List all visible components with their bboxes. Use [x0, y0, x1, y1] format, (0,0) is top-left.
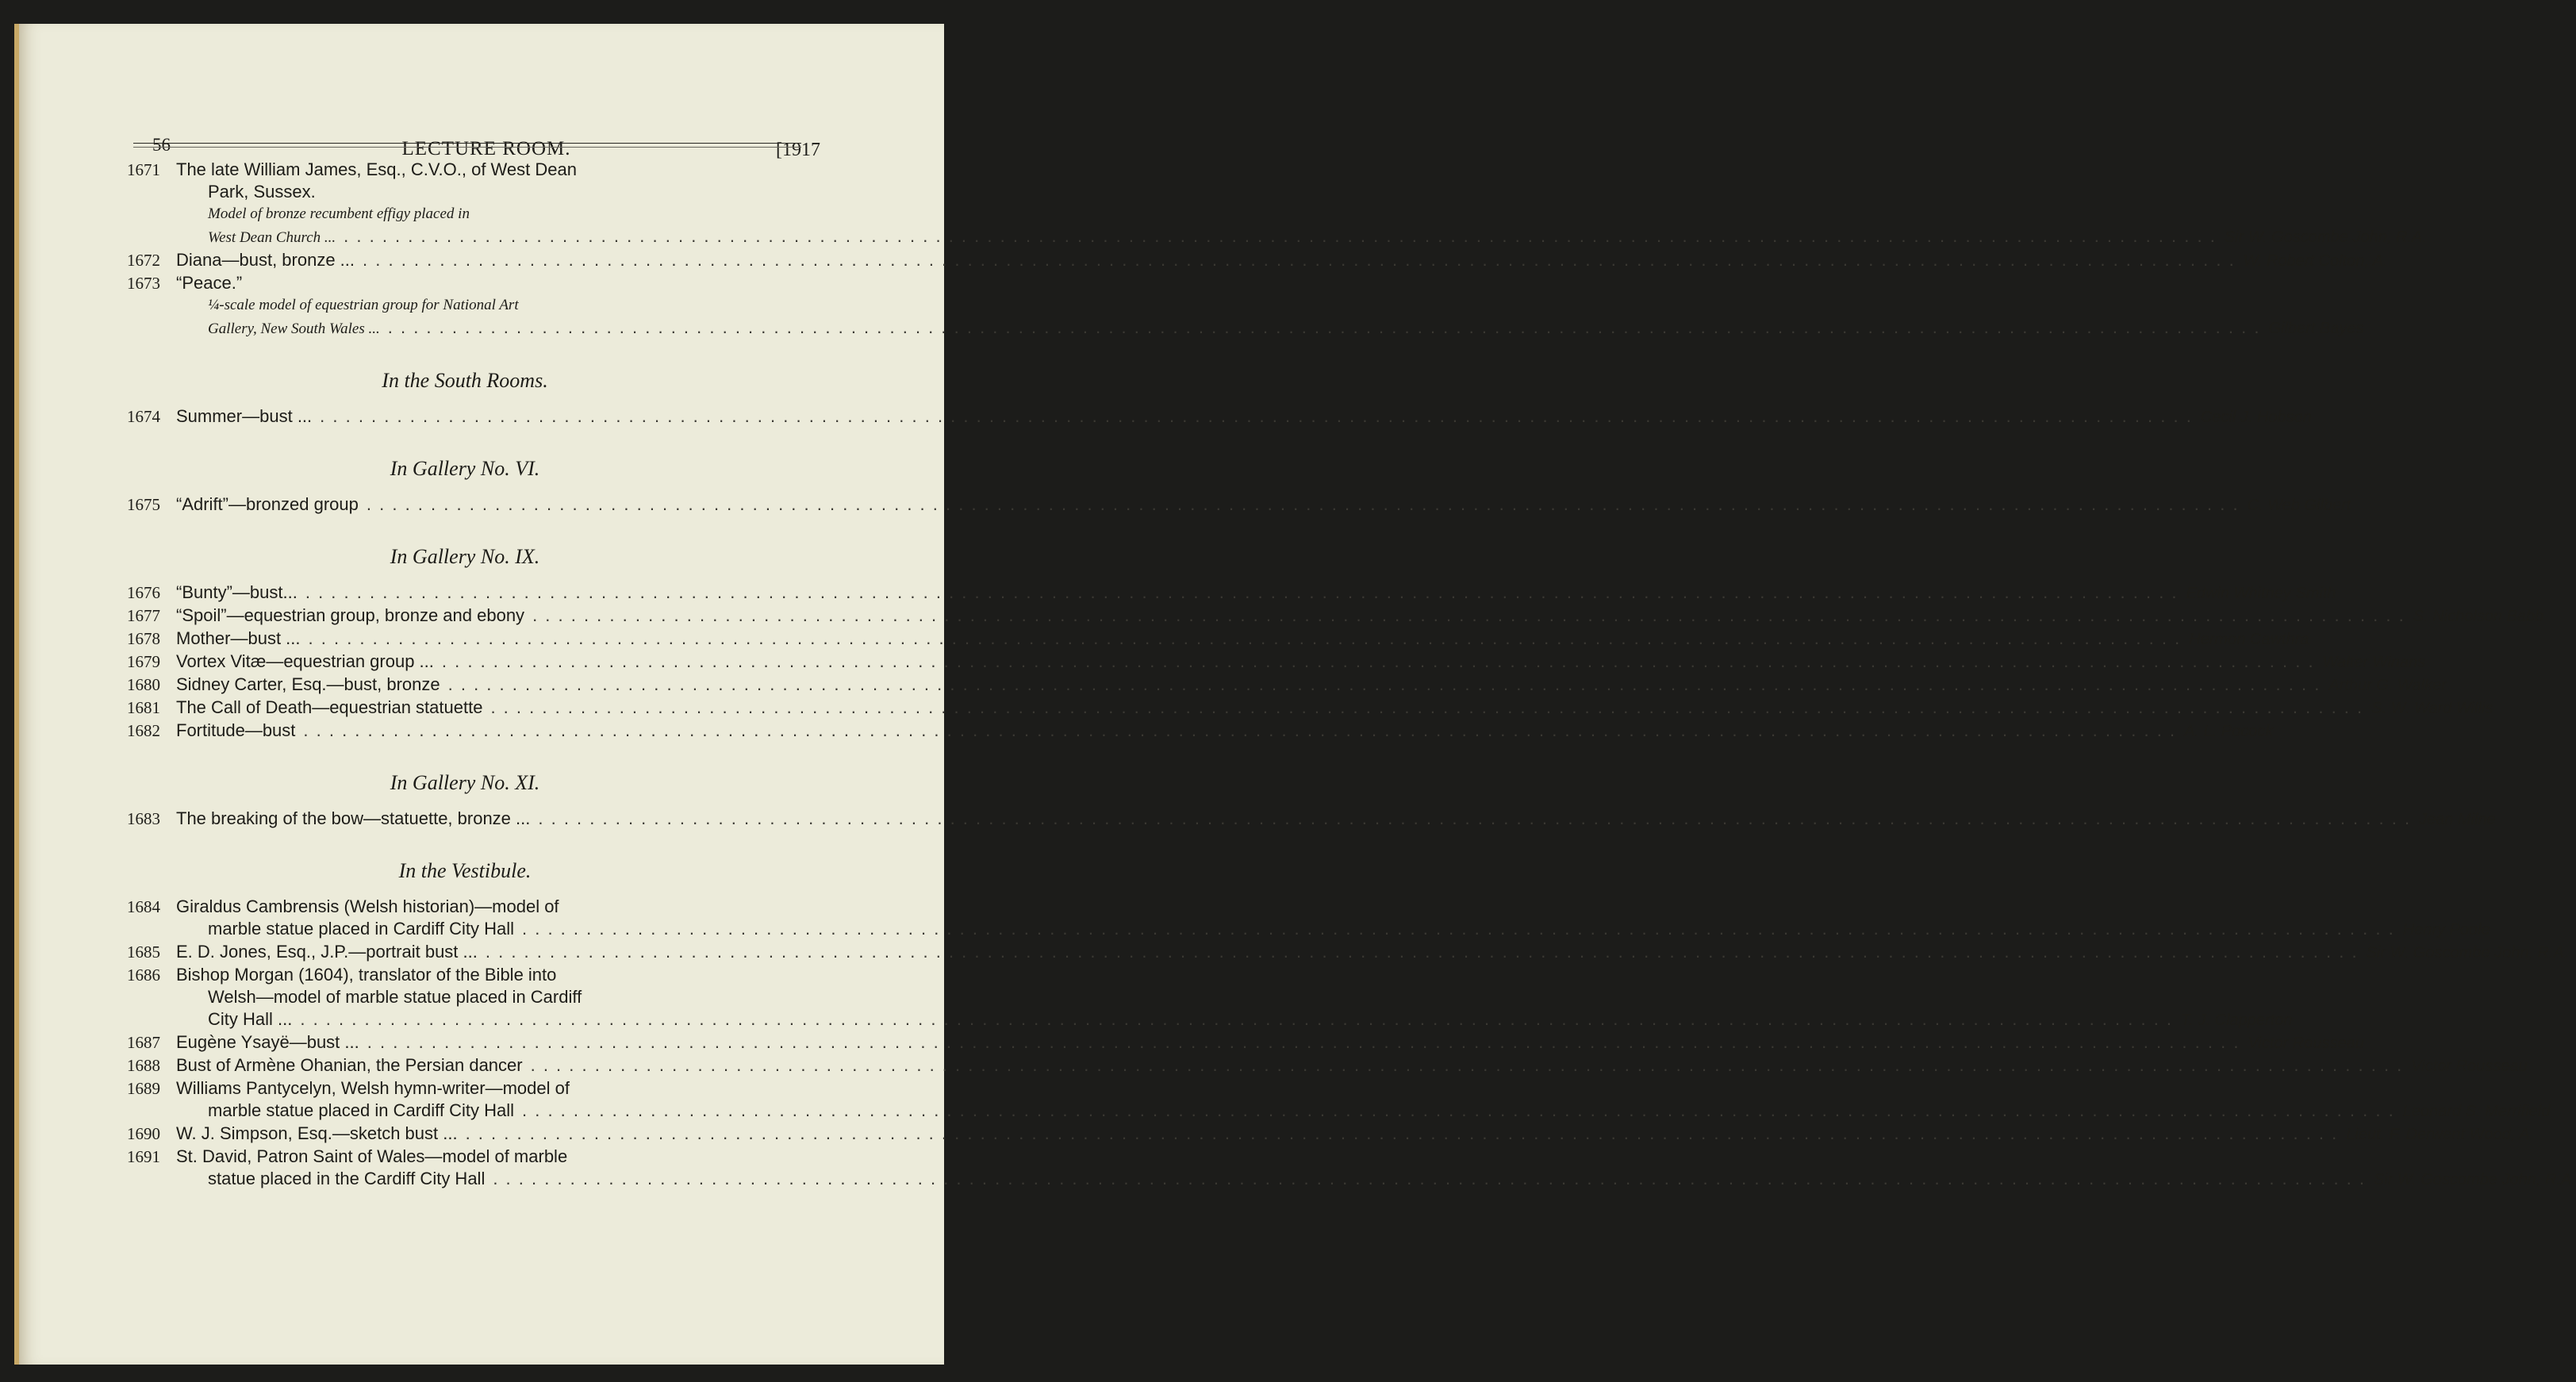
dot-leader: [448, 674, 2321, 696]
entry-line: [176, 896, 2490, 918]
entry-number: 1675: [127, 495, 160, 514]
entry-title: “Peace.”: [176, 273, 243, 293]
entry-number: 1691: [127, 1147, 160, 1166]
artist-name: Walter Winans: [2322, 654, 2426, 671]
catalogue-entry: [127, 674, 2447, 697]
catalogue-entry: [127, 1146, 2576, 1191]
entry-body: [176, 808, 2496, 831]
entry-title: E. D. Jones, Esq., J.P.—portrait bust ...: [176, 942, 478, 962]
entry-number: 1673: [127, 274, 160, 293]
entry-body: [176, 720, 2273, 743]
section-heading: In Gallery No. IX.: [390, 545, 540, 568]
entry-title: marble statue placed in Cardiff City Hall: [208, 919, 514, 939]
catalogue-entry: [127, 808, 2496, 831]
entry-line: [176, 249, 2388, 272]
dot-leader: [442, 651, 2315, 673]
entry-title: City Hall ...: [208, 1009, 293, 1029]
entry-title: Bust of Armène Ohanian, the Persian dancer: [176, 1055, 523, 1075]
entry-title: St. David, Patron Saint of Wales—model of marble: [176, 1146, 568, 1166]
catalogue-entry: [127, 628, 2309, 651]
catalogue-entry: [127, 605, 2544, 628]
dot-leader: [522, 1100, 2395, 1122]
entry-body: [176, 1146, 2576, 1191]
dot-leader: [367, 493, 2240, 516]
entry-number: 1680: [127, 675, 160, 694]
entry-number: 1678: [127, 629, 160, 648]
dot-leader: [493, 1168, 2366, 1190]
dot-leader: [388, 317, 2261, 339]
entry-title: Welsh—model of marble statue placed in Cardiff: [208, 987, 582, 1007]
entry-line: [176, 272, 2364, 294]
entry-line: [176, 405, 2312, 428]
dot-leader: [305, 582, 2179, 604]
catalogue-entry: [127, 896, 2490, 941]
entry-number: 1679: [127, 652, 160, 671]
entry-title: marble statue placed in Cardiff City Hall: [208, 1100, 514, 1120]
artist-name: A. L. Pocock: [2184, 723, 2274, 740]
entry-line: [176, 1077, 2550, 1100]
catalogue-entry: [127, 405, 2312, 428]
dot-leader: [532, 605, 2405, 627]
section-heading: In the South Rooms.: [382, 369, 548, 392]
catalogue-entry: [127, 582, 2336, 605]
entry-line: [176, 582, 2336, 605]
entry-body: [176, 697, 2493, 720]
dot-leader: [344, 225, 2217, 248]
artist-name: Hermon Cawthra: [2189, 631, 2309, 648]
entry-number: 1689: [127, 1079, 160, 1098]
dot-leader: [363, 249, 2236, 271]
entry-description: ¼-scale model of equestrian group for National Art: [208, 297, 519, 313]
entry-body: [176, 1054, 2528, 1077]
entry-title: Eugène Ysayë—bust ...: [176, 1032, 359, 1052]
entry-line: [176, 605, 2543, 628]
dot-leader: [303, 720, 2176, 742]
entry-body: [176, 405, 2312, 428]
entry-title: Park, Sussex.: [208, 182, 316, 202]
entry-line: [176, 697, 2493, 720]
entry-line: [176, 317, 2364, 340]
section-heading: In the Vestibule.: [398, 859, 532, 882]
entry-line: [176, 1123, 2534, 1146]
entry-line: [176, 1100, 2550, 1123]
artist-name: C. Web Gilbert: [2247, 497, 2351, 514]
entry-line: [176, 225, 2427, 249]
entry-body: [176, 896, 2490, 941]
catalogue-entry: [127, 159, 2427, 249]
entry-line: [176, 1054, 2528, 1077]
entry-body: [176, 493, 2351, 516]
entry-title: Bishop Morgan (1604), translator of the Bible into: [176, 965, 557, 985]
catalogue-entry: [127, 493, 2351, 516]
entry-title: “Bunty”—bust...: [176, 582, 298, 602]
catalogue-entry: [127, 697, 2493, 720]
entry-number: 1681: [127, 698, 160, 717]
entry-body: [176, 272, 2364, 340]
artist-name: S. Nicholson Babb: [2413, 608, 2544, 625]
entry-body: [176, 582, 2336, 605]
entry-body: [176, 651, 2425, 674]
artist-name: T. J. Clapperton: [2181, 1012, 2293, 1029]
section-heading: In Gallery No. VI.: [390, 457, 540, 480]
dot-leader: [466, 1123, 2339, 1145]
dot-leader: [486, 941, 2359, 963]
entry-line: [176, 203, 2427, 225]
entry-number: 1684: [127, 897, 160, 916]
entry-body: [176, 674, 2447, 697]
entry-title: Vortex Vitæ—equestrian group ...: [176, 651, 434, 671]
entry-title: statue placed in the Cardiff City Hall: [208, 1169, 486, 1188]
artist-name: Gilbert Bayes: [2268, 320, 2364, 337]
entry-title: Summer—bust ...: [176, 406, 313, 426]
artist-name: Lieut. F. Derwent Wood, A.: [2346, 1126, 2535, 1143]
entry-number: 1676: [127, 583, 160, 602]
entry-number: 1687: [127, 1033, 160, 1052]
entry-title: Diana—bust, bronze ...: [176, 250, 355, 270]
header-year: [1917: [776, 140, 820, 160]
artist-name: Leonard S. Merrifield: [2402, 1103, 2551, 1120]
entry-body: [176, 605, 2543, 628]
entry-line: [176, 294, 2364, 317]
entry-number: 1674: [127, 407, 160, 426]
entry-line: [176, 941, 2568, 964]
entry-line: [176, 720, 2273, 743]
artist-name: Arthur G. Walker: [2328, 677, 2447, 694]
entry-body: [176, 1077, 2550, 1123]
dot-leader: [538, 808, 2411, 830]
entry-number: 1686: [127, 965, 160, 985]
entry-line: [176, 628, 2309, 651]
entry-body: [176, 159, 2427, 249]
entry-line: [176, 1146, 2576, 1168]
entry-number: 1683: [127, 809, 160, 828]
header-rule: [133, 143, 801, 144]
catalogue-entry: [127, 272, 2364, 340]
entry-title: “Spoil”—equestrian group, bronze and ebony: [176, 605, 525, 625]
entry-title: Fortitude—bust: [176, 720, 296, 740]
entry-line: [176, 181, 2427, 203]
catalogue-entry: [127, 941, 2569, 964]
dot-leader: [309, 628, 2182, 650]
page-title: LECTURE ROOM.: [401, 138, 571, 159]
entry-title: The Call of Death—equestrian statuette: [176, 697, 483, 717]
entry-number: 1690: [127, 1124, 160, 1143]
artist-name: Sir W. Goscombe John, R.A.: [2224, 228, 2427, 246]
artist-name: Henry Poole: [2402, 921, 2490, 939]
entry-body: [176, 941, 2568, 964]
entry-description: Gallery, New South Wales ...: [208, 321, 380, 337]
artist-name: Cecil J. Hobson: [2200, 409, 2312, 426]
entry-line: [176, 674, 2447, 697]
entry-description: West Dean Church ...: [208, 229, 336, 246]
entry-number: 1672: [127, 251, 160, 270]
dot-leader: [320, 405, 2193, 428]
dot-leader: [531, 1054, 2404, 1077]
entry-line: [176, 651, 2425, 674]
artist-name: Edwin Whitney Smith: [2186, 585, 2336, 602]
entry-body: [176, 1123, 2534, 1146]
entry-title: Sidney Carter, Esq.—bust, bronze: [176, 674, 440, 694]
entry-line: [176, 918, 2490, 941]
artist-name: S. W. Ward Willis: [2371, 700, 2493, 717]
entry-body: [176, 628, 2309, 651]
entry-description: Model of bronze recumbent effigy placed in: [208, 205, 470, 222]
artist-name: Jean Milne: [2419, 811, 2496, 828]
entry-line: [176, 493, 2351, 516]
entry-line: [176, 1008, 2293, 1031]
entry-line: [176, 1031, 2364, 1054]
entry-body: [176, 1031, 2364, 1054]
dot-leader: [522, 918, 2395, 940]
header-rule-thin: [133, 147, 801, 148]
artist-name: Sir W. Goscombe John, R.A.: [2366, 944, 2569, 962]
catalogue-entry: [127, 1077, 2551, 1123]
entry-title: The late William James, Esq., C.V.O., of West Dean: [176, 159, 577, 179]
entry-title: W. J. Simpson, Esq.—sketch bust ...: [176, 1123, 458, 1143]
entry-title: Mother—bust ...: [176, 628, 301, 648]
entry-title: The breaking of the bow—statuette, bronze ...: [176, 808, 531, 828]
dot-leader: [300, 1008, 2173, 1031]
entry-line: [176, 159, 2427, 181]
catalogue-entry: [127, 651, 2426, 674]
entry-number: 1685: [127, 942, 160, 962]
entry-number: 1688: [127, 1056, 160, 1075]
artist-name: Sir W. Goscombe John, R.A.: [2374, 1171, 2576, 1188]
catalogue-entry: [127, 1054, 2528, 1077]
entry-number: 1671: [127, 160, 160, 179]
catalogue-entry: [127, 720, 2274, 743]
entry-line: [176, 986, 2293, 1008]
catalogue-entry: [127, 1031, 2364, 1054]
entry-title: Williams Pantycelyn, Welsh hymn-writer—model of: [176, 1078, 570, 1098]
entry-line: [176, 964, 2293, 986]
artist-name: Victor Rousseau: [2411, 1058, 2528, 1075]
artist-name: W. Robert Colton, A.: [2243, 252, 2388, 270]
entry-body: [176, 249, 2388, 272]
dot-leader: [490, 697, 2363, 719]
entry-body: [176, 964, 2293, 1031]
entry-number: 1682: [127, 721, 160, 740]
entry-number: 1677: [127, 606, 160, 625]
entry-line: [176, 1168, 2576, 1191]
catalogue-entry: [127, 964, 2293, 1031]
artist-name: Victor Rousseau: [2248, 1035, 2364, 1052]
catalogue-entry: [127, 1123, 2535, 1146]
entry-line: [176, 808, 2496, 831]
page-number: 56: [152, 135, 171, 155]
entry-title: “Adrift”—bronzed group: [176, 494, 359, 514]
dot-leader: [367, 1031, 2240, 1054]
section-heading: In Gallery No. XI.: [390, 771, 540, 794]
entry-title: Giraldus Cambrensis (Welsh historian)—model of: [176, 896, 559, 916]
catalogue-entry: [127, 249, 2388, 272]
catalogue-list: [127, 159, 2576, 1191]
